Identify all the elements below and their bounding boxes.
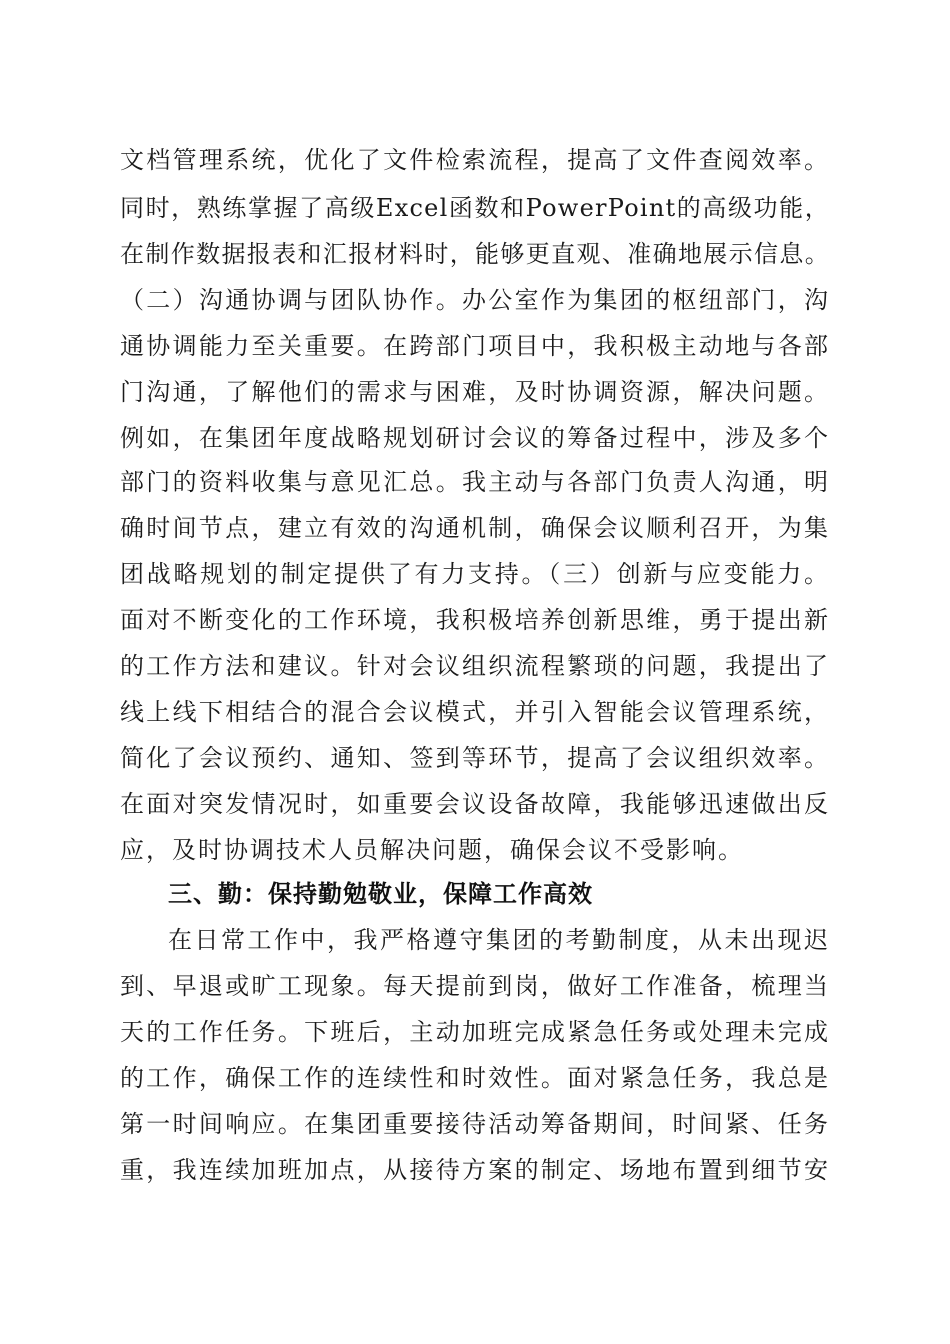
paragraph-1-line-1: 文档管理系统，优化了文件检索流程，提高了文件查阅效率。 [120, 146, 830, 174]
paragraph-2-line-11: 简化了会议预约、通知、签到等环节，提高了会议组织效率。 [120, 744, 830, 772]
paragraph-2-line-7: 团战略规划的制定提供了有力支持。（三）创新与应变能力。 [120, 560, 830, 588]
paragraph-2-line-3: 门沟通，了解他们的需求与困难，及时协调资源，解决问题。 [120, 378, 830, 406]
paragraph-1-line-3: 在制作数据报表和汇报材料时，能够更直观、准确地展示信息。 [120, 240, 830, 268]
paragraph-2-line-5: 部门的资料收集与意见汇总。我主动与各部门负责人沟通，明 [120, 468, 830, 496]
paragraph-2-line-10: 线上线下相结合的混合会议模式，并引入智能会议管理系统， [120, 698, 830, 726]
section-heading: 三、勤：保持勤勉敬业，保障工作高效 [168, 880, 593, 908]
paragraph-3-line-3: 天的工作任务。下班后，主动加班完成紧急任务或处理未完成 [120, 1018, 830, 1046]
paragraph-3-line-2: 到、早退或旷工现象。每天提前到岗，做好工作准备，梳理当 [120, 972, 830, 1000]
paragraph-2-line-13: 应，及时协调技术人员解决问题，确保会议不受影响。 [120, 836, 744, 864]
paragraph-2-line-2: 通协调能力至关重要。在跨部门项目中，我积极主动地与各部 [120, 332, 830, 360]
paragraph-3-line-5: 第一时间响应。在集团重要接待活动筹备期间，时间紧、任务 [120, 1110, 830, 1138]
paragraph-3-line-4: 的工作，确保工作的连续性和时效性。面对紧急任务，我总是 [120, 1064, 830, 1092]
paragraph-2-line-1: （二）沟通协调与团队协作。办公室作为集团的枢纽部门，沟 [120, 286, 830, 314]
paragraph-2-line-6: 确时间节点，建立有效的沟通机制，确保会议顺利召开，为集 [120, 514, 830, 542]
paragraph-1-line-2: 同时，熟练掌握了高级Excel函数和PowerPoint的高级功能， [120, 194, 830, 222]
paragraph-3-line-6: 重，我连续加班加点，从接待方案的制定、场地布置到细节安 [120, 1156, 830, 1184]
paragraph-2-line-12: 在面对突发情况时，如重要会议设备故障，我能够迅速做出反 [120, 790, 830, 818]
paragraph-2-line-9: 的工作方法和建议。针对会议组织流程繁琐的问题，我提出了 [120, 652, 830, 680]
paragraph-3-line-1: 在日常工作中，我严格遵守集团的考勤制度，从未出现迟 [168, 926, 830, 954]
paragraph-2-line-4: 例如，在集团年度战略规划研讨会议的筹备过程中，涉及多个 [120, 424, 830, 452]
paragraph-2-line-8: 面对不断变化的工作环境，我积极培养创新思维，勇于提出新 [120, 606, 830, 634]
